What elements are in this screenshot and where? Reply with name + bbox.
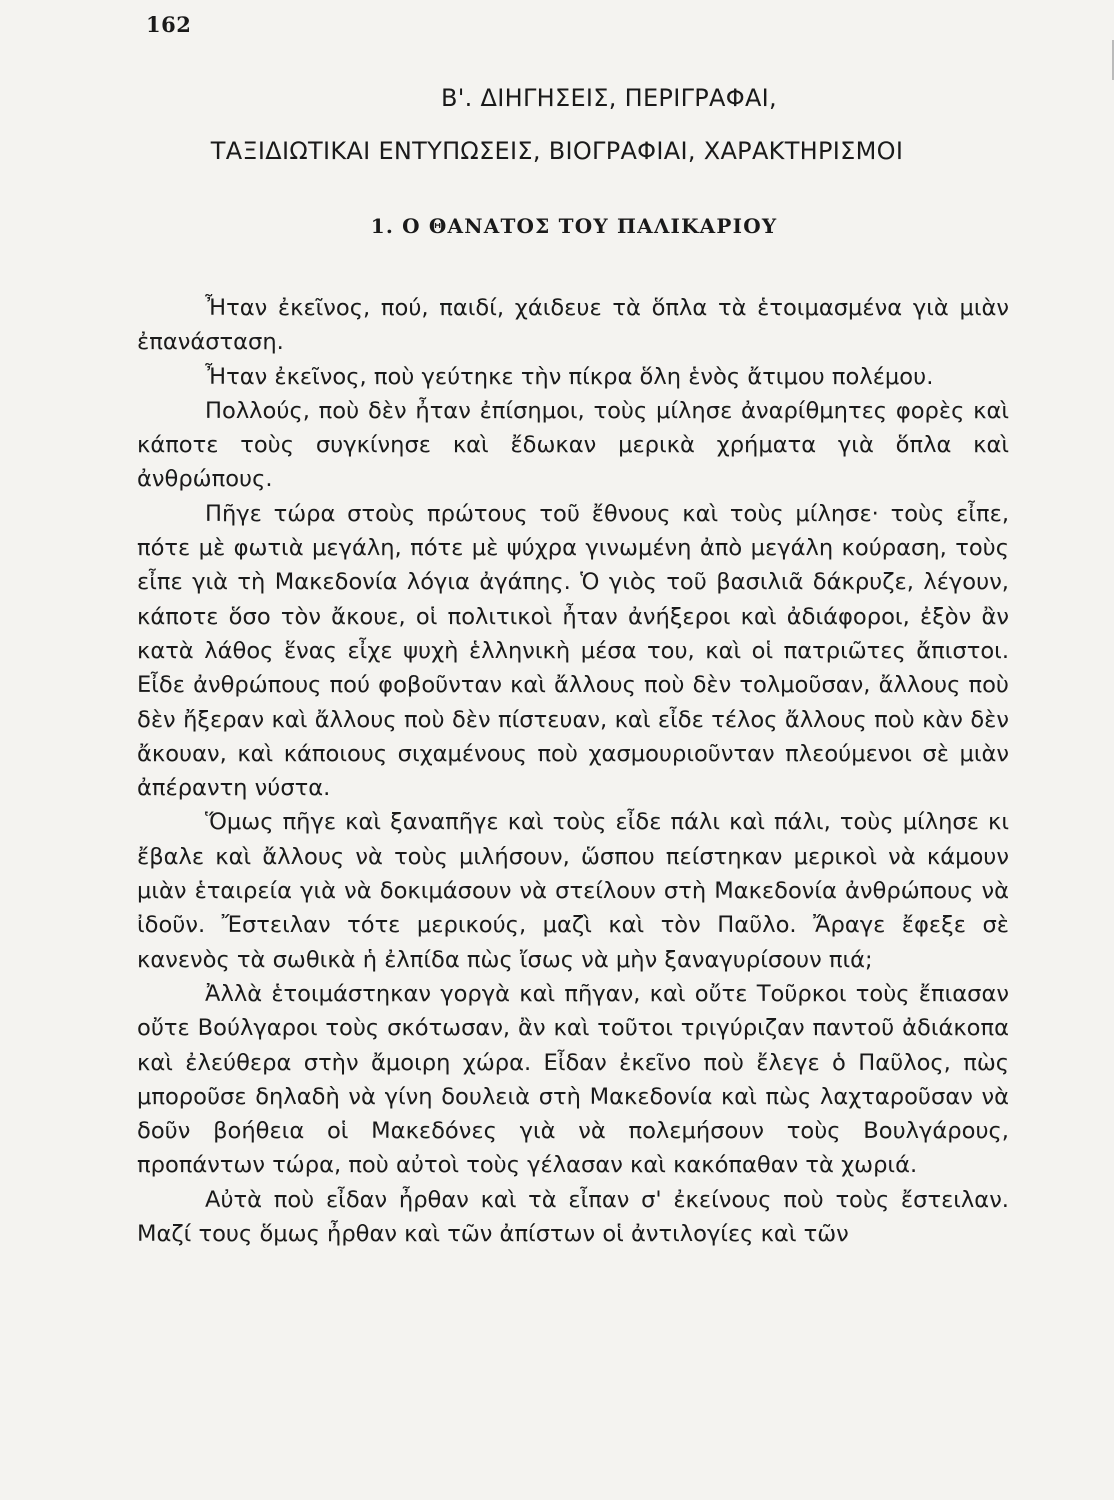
- body-text: [137, 291, 1009, 1251]
- chapter-title: 1. Ο ΘΑΝΑΤΟΣ ΤΟΥ ΠΑΛΙΚΑΡΙΟΥ: [370, 214, 778, 238]
- paragraph: Αὐτὰ ποὺ εἶδαν ἦρθαν καὶ τὰ εἶπαν σ' ἐκείνους ποὺ τοὺς ἔστειλαν. Μαζί τους ὅμως ἦρθαν καὶ τῶν ἀπίστων οἱ ἀντιλογίες καὶ τῶν: [137, 1186, 1009, 1248]
- paragraph: Ἀλλὰ ἑτοιμάστηκαν γοργὰ καὶ πῆγαν, καὶ οὔτε Τοῦρκοι τοὺς ἔπιασαν οὔτε Βούλγαροι τοὺς σκότωσαν, ἂν καὶ τοῦτοι τριγύριζαν παντοῦ ἀδιάκοπα καὶ ἐλεύθερα στὴν ἄμοιρη χώρα. Εἶδαν ἐκεῖνο ποὺ ἔλεγε ὁ Παῦλος, πὼς μποροῦσε δηλαδὴ νὰ γίνη δουλειὰ στὴ Μακεδονία καὶ πὼς λαχταροῦσαν νὰ δοῦν βοήθεια οἱ Μακεδόνες γιὰ νὰ πολεμήσουν τοὺς Βουλγάρους, προπάντων τώρα, ποὺ αὐτοὶ τοὺς γέλασαν καὶ κακόπαθαν τὰ χωριά.: [137, 980, 1009, 1179]
- section-title-line-1: Β'. ΔΙΗΓΗΣΕΙΣ, ΠΕΡΙΓΡΑΦΑΙ,: [441, 84, 777, 112]
- paragraph: Ἦταν ἐκεῖνος, πού, παιδί, χάιδευε τὰ ὅπλα τὰ ἑτοιμασμένα γιὰ μιὰν ἐπανάσταση.: [137, 295, 1009, 356]
- paragraph: Ὅμως πῆγε καὶ ξαναπῆγε καὶ τοὺς εἶδε πάλι καὶ πάλι, τοὺς μίλησε κι ἔβαλε καὶ ἄλλους νὰ τοὺς μιλήσουν, ὥσπου πείστηκαν μερικοὶ νὰ κάμουν μιὰν ἑταιρεία γιὰ νὰ δοκιμάσουν νὰ στείλουν στὴ Μακεδονία ἀνθρώπους νὰ ἰδοῦν. Ἔστειλαν τότε μερικούς, μαζὶ καὶ τὸν Παῦλο. Ἄραγε ἔφεξε σὲ κανενὸς τὰ σωθικὰ ἡ ἐλπίδα πὼς ἴσως νὰ μὴν ξαναγυρίσουν πιά;: [137, 809, 1009, 973]
- paragraph: Ἦταν ἐκεῖνος, ποὺ γεύτηκε τὴν πίκρα ὅλη ἑνὸς ἄτιμου πολέμου.: [205, 363, 934, 390]
- paragraph: Πολλούς, ποὺ δὲν ἦταν ἐπίσημοι, τοὺς μίλησε ἀναρίθμητες φορὲς καὶ κάποτε τοὺς συγκίνησε καὶ ἔδωκαν μερικὰ χρήματα γιὰ ὅπλα καὶ ἀνθρώπους.: [137, 397, 1009, 493]
- paragraph: Πῆγε τώρα στοὺς πρώτους τοῦ ἔθνους καὶ τοὺς μίλησε· τοὺς εἶπε, πότε μὲ φωτιὰ μεγάλη, πότε μὲ ψύχρα γινωμένη ἀπὸ μεγάλη κούραση, τοὺς εἶπε γιὰ τὴ Μακεδονία λόγια ἀγάπης. Ὁ γιὸς τοῦ βασιλιᾶ δάκρυζε, λέγουν, κάποτε ὅσο τὸν ἄκουε, οἱ πολιτικοὶ ἦταν ἀνήξεροι καὶ ἀδιάφοροι, ἐξὸν ἂν κατὰ λάθος ἕνας εἶχε ψυχὴ ἑλληνικὴ μέσα του, καὶ οἱ πατριῶτες ἄπιστοι. Εἶδε ἀνθρώπους πού φοβοῦνταν καὶ ἄλλους ποὺ δὲν τολμοῦσαν, ἄλλους ποὺ δὲν ἤξεραν καὶ ἄλλους ποὺ δὲν πίστευαν, καὶ εἶδε τέλος ἄλλους ποὺ κὰν δὲν ἄκουαν, καὶ κάποιους σιχαμένους ποὺ χασμουριοῦνταν πλεούμενοι σὲ μιὰν ἀπέραντη νύστα.: [137, 500, 1009, 802]
- page-number: 162: [146, 12, 192, 37]
- section-title-line-2: ΤΑΞΙΔΙΩΤΙΚΑΙ ΕΝΤΥΠΩΣΕΙΣ, ΒΙΟΓΡΑΦΙΑΙ, ΧΑΡΑΚΤΗΡΙΣΜΟΙ: [210, 137, 904, 165]
